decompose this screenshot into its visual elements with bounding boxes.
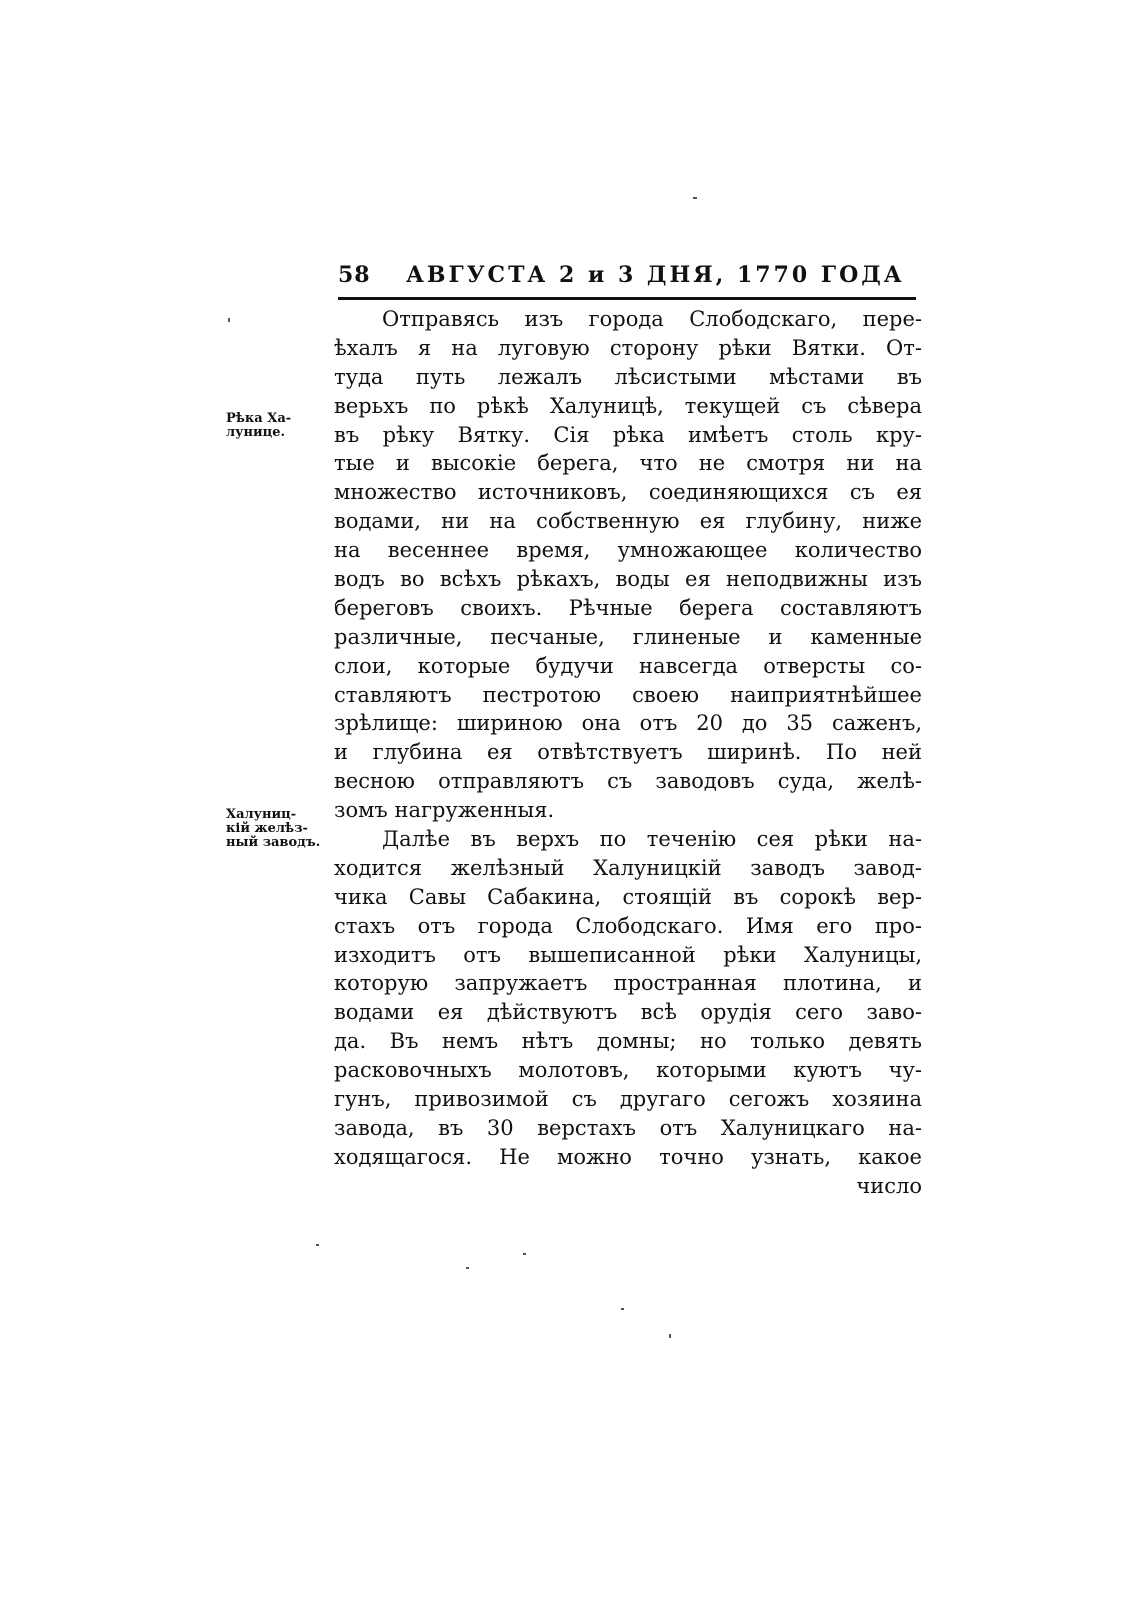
text-line: ѣхалъ я на луговую сторону рѣки Вятки. От- [334,335,922,360]
scan-speck [693,197,697,199]
scan-speck [523,1253,526,1255]
text-line: чика Савы Сабакина, стоящій въ сорокѣ вер- [334,884,922,909]
text-line: завода, въ 30 верстахъ отъ Халуницкаго на- [334,1115,922,1140]
margin-note-river [226,412,334,440]
margin-note-line: Халуниц- [226,807,297,822]
text-line: ходится желѣзный Халуницкій заводъ завод- [334,855,922,880]
text-line: зрѣлище: шириною она отъ 20 до 35 саженъ, [334,711,922,736]
margin-note-line: ный заводъ. [226,835,321,850]
header-rule [338,297,916,300]
catchword: число [856,1173,922,1198]
text-line: изходитъ отъ вышеписанной рѣки Халуницы, [334,942,922,967]
text-line: ходящагося. Не можно точно узнать, какое [334,1144,922,1169]
scan-speck [316,1244,319,1246]
text-line: зомъ нагруженныя. [334,798,555,823]
scan-speck [669,1334,671,1338]
text-line: да. Въ немъ нѣтъ домны; но только девять [334,1029,922,1054]
text-line: стахъ отъ города Слободскаго. Имя его про- [334,913,922,938]
text-line: тые и высокіе берега, что не смотря ни на [334,451,922,476]
text-line: водами, ни на собственную ея глубину, ниже [334,509,922,534]
page-number: 58 [338,262,371,288]
text-line: въ рѣку Вятку. Сія рѣка имѣетъ столь кру- [334,422,922,447]
text-line: на весеннее время, умножающее количество [334,538,922,563]
scan-speck [228,318,230,322]
text-line: Далѣе въ верхъ по теченію сея рѣки на- [382,827,922,852]
text-line: верьхъ по рѣкѣ Халуницѣ, текущей съ сѣвера [334,393,922,418]
running-title: АВГУСТА 2 и 3 ДНЯ, 1770 ГОДА [406,262,905,288]
text-line: ставляютъ пестротою своею наиприятнѣйшее [334,682,922,707]
text-line: туда путь лежалъ лѣсистыми мѣстами въ [334,364,922,389]
margin-note-factory [226,808,334,850]
text-line: водъ во всѣхъ рѣкахъ, воды ея неподвижны изъ [334,567,922,592]
page-header [338,262,916,292]
text-line: множество источниковъ, соединяющихся съ ея [334,480,922,505]
margin-note-line: кій желѣз- [226,821,308,836]
text-line: Отправясь изъ города Слободскаго, пере- [382,307,922,331]
body-text [334,305,922,1201]
scan-speck [621,1308,624,1310]
text-line: и глубина ея отвѣтствуетъ ширинѣ. По ней [334,740,922,765]
text-line: гунъ, привозимой съ другаго сегожъ хозяина [334,1087,922,1112]
text-line: слои, которые будучи навсегда отверсты со- [334,653,922,678]
margin-note-line: Рѣка Ха- [226,411,292,426]
text-line: весною отправляютъ съ заводовъ суда, желѣ- [334,769,922,794]
margin-note-line: лунице. [226,425,286,440]
text-line: различные, песчаные, глиненые и каменные [334,624,922,649]
text-line: которую запружаетъ пространная плотина, и [334,971,922,996]
text-line: береговъ своихъ. Рѣчные берега составляютъ [334,595,922,620]
text-line: расковочныхъ молотовъ, которыми куютъ чу- [334,1058,922,1083]
scan-speck [466,1267,469,1269]
text-line: водами ея дѣйствуютъ всѣ орудія сего заво- [334,1000,922,1025]
